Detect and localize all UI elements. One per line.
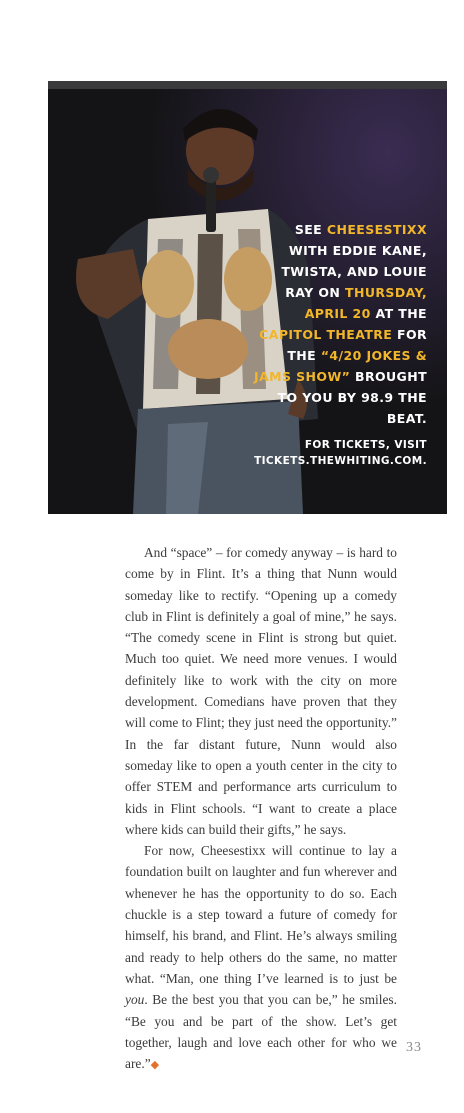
caption-date: THURSDAY, APRIL 20 bbox=[304, 285, 427, 321]
paragraph-2-emphasis: you bbox=[125, 992, 145, 1008]
tickets-url: TICKETS.THEWHITING.COM. bbox=[254, 455, 427, 467]
photo-top-bar bbox=[48, 81, 447, 89]
paragraph-2-text-b: . Be the best you that you can be,” he smiles. “Be you and be part of the show. Let’s get together, laugh and love each other for who we are.” bbox=[125, 992, 397, 1072]
caption-lineup: WITH EDDIE KANE, TWISTA, AND LOUIE RAY ON bbox=[281, 243, 427, 300]
caption-venue: CAPITOL THEATRE bbox=[259, 327, 393, 342]
event-caption bbox=[252, 219, 427, 469]
article-body bbox=[125, 542, 397, 1076]
caption-at: AT THE bbox=[375, 306, 427, 321]
caption-show-name: “4/20 JOKES & JAMS SHOW” bbox=[254, 348, 427, 384]
paragraph-2-text-a: For now, Cheesestixx will continue to lay a foundation built on laughter and fun wherever and whenever he has the opportunity to do so. Each chuckle is a step toward a future of comedy for himself, his brand, and Flint. He’s always smiling and ready to help others do the same, no matter what. “Man, one thing I’ve learned is to just be bbox=[125, 843, 397, 986]
page-number: 33 bbox=[406, 1040, 422, 1055]
performer-photo bbox=[48, 81, 447, 514]
caption-performer-name: CHEESESTIXX bbox=[326, 222, 427, 237]
article-paragraph-2 bbox=[125, 840, 397, 1076]
caption-tickets bbox=[252, 437, 427, 469]
caption-for: FOR THE bbox=[287, 327, 427, 363]
tickets-line-1: FOR TICKETS, VISIT bbox=[304, 439, 427, 451]
caption-sponsor: BROUGHT TO YOU BY 98.9 THE BEAT. bbox=[277, 369, 427, 426]
article-paragraph-1: And “space” – for comedy anyway – is hard to come by in Flint. It’s a thing that Nunn would someday like to rectify. “Opening up a comedy club in Flint is definitely a goal of mine,” he says. “The comedy scene in Flint is strong but quiet. Much too quiet. We need more venues. I would definitely like to work with the city on more development. Comedians have proven that they will come to Flint; they just need the opportunity.” In the far distant future, Nunn would also someday like to open a youth center in the city to offer STEM and performance arts curriculum to kids in Flint schools. “I want to create a place where kids can build their gifts,” he says. bbox=[125, 545, 397, 837]
caption-see: SEE bbox=[294, 222, 323, 237]
end-of-article-diamond-icon: ◆ bbox=[150, 1059, 160, 1072]
